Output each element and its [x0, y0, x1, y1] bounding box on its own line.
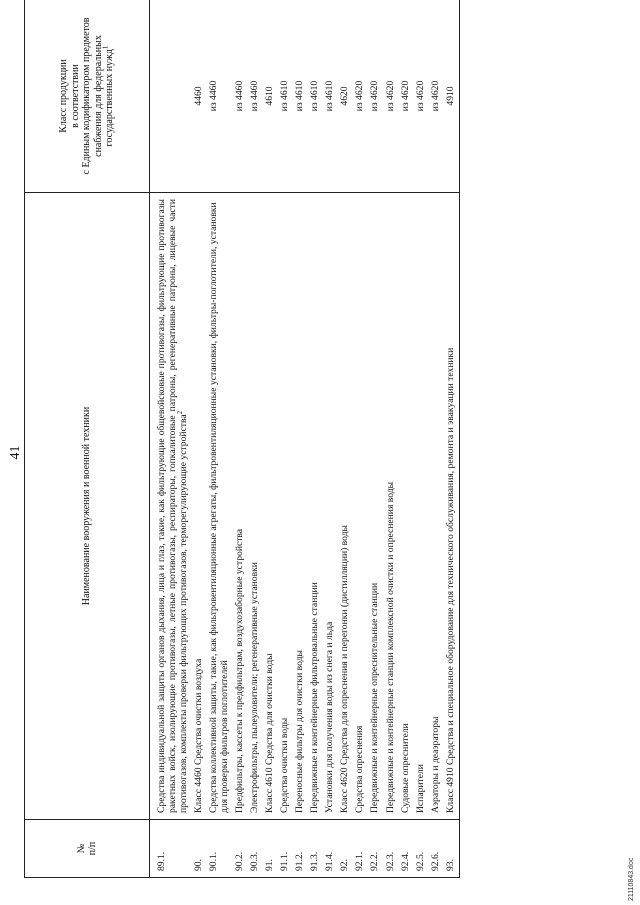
row-class: из 4610 [323, 0, 338, 193]
row-number: 92.1. [353, 820, 368, 878]
row-name [308, 193, 323, 820]
row-name [278, 193, 293, 820]
row-name [150, 193, 193, 820]
row-name-text: Средства индивидуальной защиты органов дыхания, лица и глаз, такие, как фильтрующие общевойсковые противогазы, фильтрующие противогазы ракетных войск, изолирующие противогазы, летные противогазы, респираторы, гопкалитовые патроны, регенеративные патроны, лицевые части противогазов, комплекты проверки фильтрующих противогазов, терморегулирующие устройства [156, 199, 190, 813]
row-number: 90.1. [207, 820, 233, 878]
row-number: 90.2. [233, 820, 248, 878]
row-class: 4460 [192, 0, 207, 193]
table-row [323, 0, 338, 878]
row-name-text: Судовые опреснители [399, 723, 411, 813]
row-name-text: Класс 4620 Средства для опреснения и перегонки (дистилляции) воды [339, 525, 351, 813]
table-row [429, 0, 444, 878]
row-name [414, 193, 429, 820]
table-row [444, 0, 460, 878]
row-name-text: Аэраторы и деаэраторы [429, 716, 441, 813]
row-number: 92.4. [399, 820, 414, 878]
table-row [278, 0, 293, 878]
row-name [444, 193, 460, 820]
row-class: 4910 [444, 0, 460, 193]
table-row [308, 0, 323, 878]
header-class-text: Класс продукции в соответствии с Единым кодификатором предметов снабжения для федеральных государственных нужд [58, 17, 116, 175]
row-class: из 4620 [384, 0, 399, 193]
row-name [338, 193, 353, 820]
table-header-row [25, 0, 150, 878]
row-name-text: Испарители [414, 764, 426, 813]
row-name-text: Электрофильтры, пылеуловители; регенеративные установки [249, 562, 261, 813]
row-name-text: Установки для получения воды из снега и льда [324, 621, 336, 813]
row-footnote: 2 [175, 410, 184, 415]
row-number: 91.4. [323, 820, 338, 878]
row-name [353, 193, 368, 820]
table-row [192, 0, 207, 878]
row-class: из 4610 [308, 0, 323, 193]
row-number: 89.1. [150, 820, 193, 878]
table-row [353, 0, 368, 878]
row-name-text: Класс 4460 Средства очистки воздуха [193, 658, 205, 813]
row-number: 92.3. [384, 820, 399, 878]
row-class: из 4460 [233, 0, 248, 193]
row-class: из 4460 [248, 0, 263, 193]
row-name [192, 193, 207, 820]
table-row [233, 0, 248, 878]
header-name: Наименование вооружения и военной техники [25, 193, 150, 820]
header-class-footnote: 1 [101, 45, 110, 50]
row-class: из 4610 [293, 0, 308, 193]
table-row [384, 0, 399, 878]
row-name-text: Средства коллективной защиты, такие, как фильтровентиляционные агрегаты, фильтровентиляционные установки, фильтры-поглотители, установки для проверки фильтров поглотителей [208, 202, 231, 813]
row-number: 91.3. [308, 820, 323, 878]
table-row [150, 0, 193, 878]
row-number: 91.2. [293, 820, 308, 878]
row-name [323, 193, 338, 820]
header-number: № п/п [25, 820, 150, 878]
weapons-classification-table [24, 0, 460, 878]
row-class: из 4620 [429, 0, 444, 193]
row-name-text: Предфильтры, кассеты к предфильтрам, воздухозаборные устройства [234, 528, 246, 813]
row-class: из 4620 [399, 0, 414, 193]
row-name [233, 193, 248, 820]
row-name [384, 193, 399, 820]
row-name [399, 193, 414, 820]
row-number: 90. [192, 820, 207, 878]
page-number: 41 [8, 445, 23, 460]
row-number: 93. [444, 820, 460, 878]
row-name-text: Передвижные и контейнерные опреснительные станции [369, 582, 381, 813]
row-class: из 4460 [207, 0, 233, 193]
row-name-text: Передвижные и контейнерные фильтровальные станции [309, 582, 321, 813]
row-number: 91.1. [278, 820, 293, 878]
table-row [248, 0, 263, 878]
row-name [429, 193, 444, 820]
row-name-text: Класс 4610 Средства для очистки воды [264, 653, 276, 813]
row-name-text: Средства опреснения [354, 725, 366, 813]
row-name [248, 193, 263, 820]
row-class: 4610 [263, 0, 278, 193]
row-number: 92. [338, 820, 353, 878]
row-name-text: Переносные фильтры для очистки воды [294, 650, 306, 813]
row-number: 92.5. [414, 820, 429, 878]
table-row [399, 0, 414, 878]
row-name [293, 193, 308, 820]
table-row [414, 0, 429, 878]
table-row [368, 0, 383, 878]
row-name [263, 193, 278, 820]
row-class [150, 0, 193, 193]
row-name-text: Класс 4910 Средства и специальное оборудование для технического обслуживания, ремонта и эвакуации техники [444, 347, 456, 813]
row-name [368, 193, 383, 820]
row-number: 92.6. [429, 820, 444, 878]
table-body [150, 0, 460, 878]
row-class: 4620 [338, 0, 353, 193]
header-class [25, 0, 150, 193]
row-name [207, 193, 233, 820]
row-class: из 4610 [278, 0, 293, 193]
row-number: 92.2. [368, 820, 383, 878]
row-class: из 4620 [353, 0, 368, 193]
row-class: из 4620 [414, 0, 429, 193]
table-row [293, 0, 308, 878]
row-name-text: Передвижные и контейнерные станции комплексной очистки и опреснения воды [384, 481, 396, 813]
table-row [207, 0, 233, 878]
row-class: из 4620 [368, 0, 383, 193]
table-row [338, 0, 353, 878]
row-number: 91. [263, 820, 278, 878]
row-number: 90.3. [248, 820, 263, 878]
table-row [263, 0, 278, 878]
row-name-text: Средства очистки воды [279, 717, 291, 813]
file-stamp: 21110843.doc [628, 857, 635, 901]
